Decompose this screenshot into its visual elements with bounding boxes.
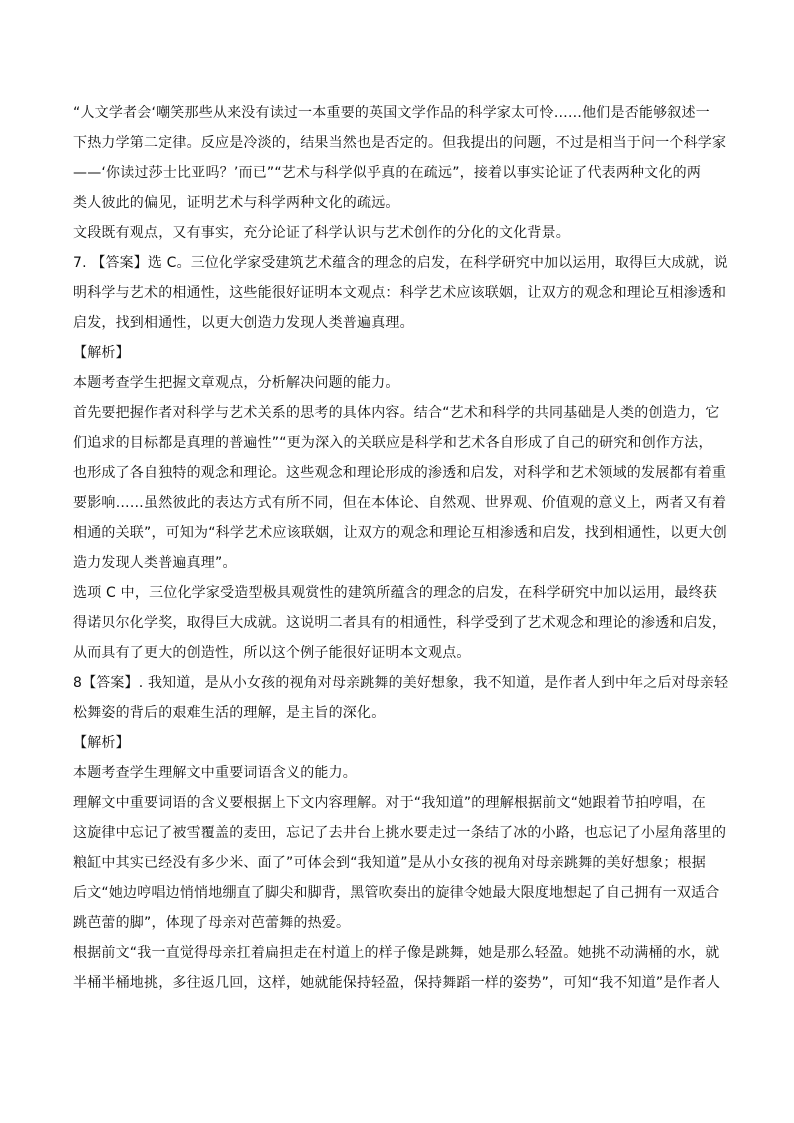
text-line: 首先要把握作者对科学与艺术关系的思考的具体内容。结合“艺术和科学的共同基础是人类的创造力，它: [73, 405, 720, 421]
paragraph-summary: [73, 218, 728, 248]
text-line: 文段既有观点，又有事实，充分论证了科学认识与艺术创作的分化的文化背景。: [73, 225, 570, 241]
answer-7: [73, 248, 728, 338]
text-line: 相通的关联”，可知为“科学艺术应该联姻，让双方的观念和理论互相渗透和启发，找到相通性，以更大创: [73, 525, 727, 541]
text-line: 要影响……虽然彼此的表达方式有所不同，但在本体论、自然观、世界观、价值观的意义上，两者又有着: [73, 495, 727, 511]
analysis-body-7: [73, 398, 728, 578]
analysis-intro-8: [73, 758, 728, 788]
text-line: 7. 【答案】选 C。三位化学家受建筑艺术蕴含的理念的启发，在科学研究中加以运用，取得巨大成就，说: [73, 255, 728, 271]
text-line: 【解析】: [73, 345, 130, 361]
text-line: 们追求的目标都是真理的普遍性”“更为深入的关联应是科学和艺术各自形成了自己的研究和创作方法，: [73, 435, 713, 451]
text-line: 松舞姿的背后的艰难生活的理解，是主旨的深化。: [73, 705, 386, 721]
text-line: 理解文中重要词语的含义要根据上下文内容理解。对于“我知道”的理解根据前文“她跟着节拍哼唱，在: [73, 795, 706, 811]
text-line: 也形成了各自独特的观念和理论。这些观念和理论形成的渗透和启发，对科学和艺术领域的发展都有着重: [73, 465, 727, 481]
text-line: 这旋律中忘记了被雪覆盖的麦田，忘记了去井台上挑水要走过一条结了冰的小路，也忘记了小屋角落里的: [73, 825, 727, 841]
text-line: 半桶半桶地挑，多往返几回，这样，她就能保持轻盈，保持舞蹈一样的姿势”，可知“我不知道”是作者人: [73, 975, 721, 991]
text-line: 下热力学第二定律。反应是冷淡的，结果当然也是否定的。但我提出的问题，不过是相当于问一个科学家: [73, 135, 727, 151]
analysis-heading-7: [73, 338, 728, 368]
analysis-continuation-8: [73, 938, 728, 998]
answer-8: [73, 668, 728, 728]
text-line: 类人彼此的偏见，证明艺术与科学两种文化的疏远。: [73, 195, 400, 211]
analysis-option-c: [73, 578, 728, 668]
text-line: 本题考查学生把握文章观点，分析解决问题的能力。: [73, 375, 400, 391]
text-line: 选项 C 中，三位化学家受造型极具观赏性的建筑所蕴含的理念的启发，在科学研究中加以运用，最终获: [73, 585, 718, 601]
paragraph-quote-analysis: [73, 98, 728, 218]
text-line: 8【答案】. 我知道，是从小女孩的视角对母亲跳舞的美好想象，我不知道，是作者人到中年之后对母亲轻: [73, 675, 729, 691]
text-line: 明科学与艺术的相通性，这些能很好证明本文观点：科学艺术应该联姻，让双方的观念和理论互相渗透和: [73, 285, 727, 301]
document-page: [73, 98, 728, 998]
text-line: 跳芭蕾的脚”，体现了母亲对芭蕾舞的热爱。: [73, 915, 351, 931]
analysis-heading-8: [73, 728, 728, 758]
analysis-body-8: [73, 788, 728, 938]
text-line: 从而具有了更大的创造性，所以这个例子能很好证明本文观点。: [73, 645, 471, 661]
text-line: 造力发现人类普遍真理”。: [73, 555, 237, 571]
text-line: 本题考查学生理解文中重要词语含义的能力。: [73, 765, 357, 781]
text-line: 后文“她边哼唱边悄悄地绷直了脚尖和脚背，黑管吹奏出的旋律令她最大限度地想起了自己拥有一双适合: [73, 885, 720, 901]
text-line: 启发，找到相通性，以更大创造力发现人类普遍真理。: [73, 315, 414, 331]
text-line: 得诺贝尔化学奖，取得巨大成就。这说明二者具有的相通性，科学受到了艺术观念和理论的渗透和启发，: [73, 615, 727, 631]
text-line: “人文学者会‘嘲笑那些从来没有读过一本重要的英国文学作品的科学家太可怜……他们是否能够叙述一: [73, 105, 710, 121]
text-line: ——‘你读过莎士比亚吗？’而已”“艺术与科学似乎真的在疏远”，接着以事实论证了代表两种文化的两: [73, 165, 702, 181]
analysis-intro-7: [73, 368, 728, 398]
text-line: 根据前文“我一直觉得母亲扛着扁担走在村道上的样子像是跳舞，她是那么轻盈。她挑不动满桶的水，就: [73, 945, 720, 961]
text-line: 粮缸中其实已经没有多少米、面了”可体会到“我知道”是从小女孩的视角对母亲跳舞的美好想象；根据: [73, 855, 706, 871]
text-line: 【解析】: [73, 735, 130, 751]
